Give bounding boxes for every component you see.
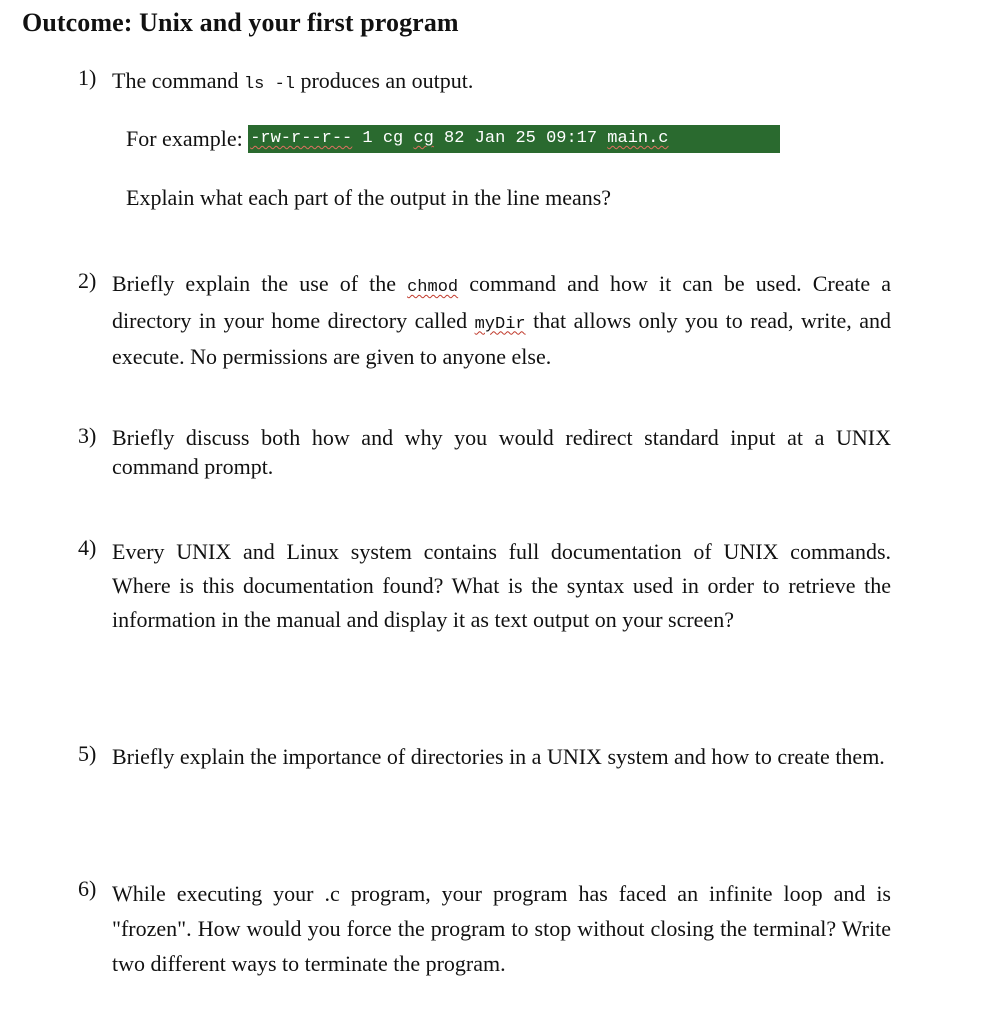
question-number: 1) <box>78 65 97 90</box>
q5-text: Briefly explain the importance of directories in a UNIX system and how to create them. <box>112 744 885 769</box>
chmod-command: chmod <box>407 278 459 297</box>
question-5 <box>78 741 891 773</box>
question-3 <box>78 423 891 481</box>
q2-text-a: Briefly explain the use of the <box>112 271 408 296</box>
q1-explain <box>126 185 891 211</box>
ls-command: ls -l <box>243 75 295 94</box>
question-2 <box>78 268 891 374</box>
question-4 <box>78 535 891 637</box>
q4-text: Every UNIX and Linux system contains full documentation of UNIX commands. Where is this documentation found? What is the syntax used in order to retrieve the information in the manual and display it as text output on your screen? <box>112 539 891 632</box>
page-title: Outcome: Unix and your first program <box>22 8 459 37</box>
size-date-field: 82 Jan 25 09:17 <box>433 128 608 148</box>
q1-text-post: produces an output. <box>294 68 474 93</box>
question-number: 2) <box>78 268 97 293</box>
q1-example <box>126 126 943 155</box>
q2-text-c: that allows only you to read, write, and execute. No permissions are given to anyone else. <box>112 307 891 369</box>
q6-text: While executing your .c program, your program has faced an infinite loop and is "frozen". How would you force the program to stop without closing the terminal? Write two different ways to terminate the program. <box>112 881 891 976</box>
question-number: 3) <box>78 423 97 448</box>
question-number: 5) <box>78 741 97 766</box>
q1-explain-text: Explain what each part of the output in the line means? <box>126 185 612 210</box>
permissions-field: -rw-r--r-- <box>250 128 353 148</box>
mydir-name: myDir <box>474 314 526 334</box>
q1-text-pre: The command <box>112 68 244 93</box>
filename-field: main.c <box>607 128 669 148</box>
question-number: 4) <box>78 535 97 560</box>
question-6 <box>78 876 891 981</box>
group-field: cg <box>413 128 434 148</box>
question-number: 6) <box>78 876 97 901</box>
example-label: For example: <box>126 126 249 151</box>
question-1 <box>78 65 891 101</box>
links-owner-field: 1 cg <box>352 128 414 148</box>
q3-text: Briefly discuss both how and why you would redirect standard input at a UNIX command prompt. <box>112 425 891 479</box>
q2-text-b: command and how it can be used. Create a directory in your home directory called <box>112 271 891 333</box>
terminal-output-line <box>248 125 780 153</box>
